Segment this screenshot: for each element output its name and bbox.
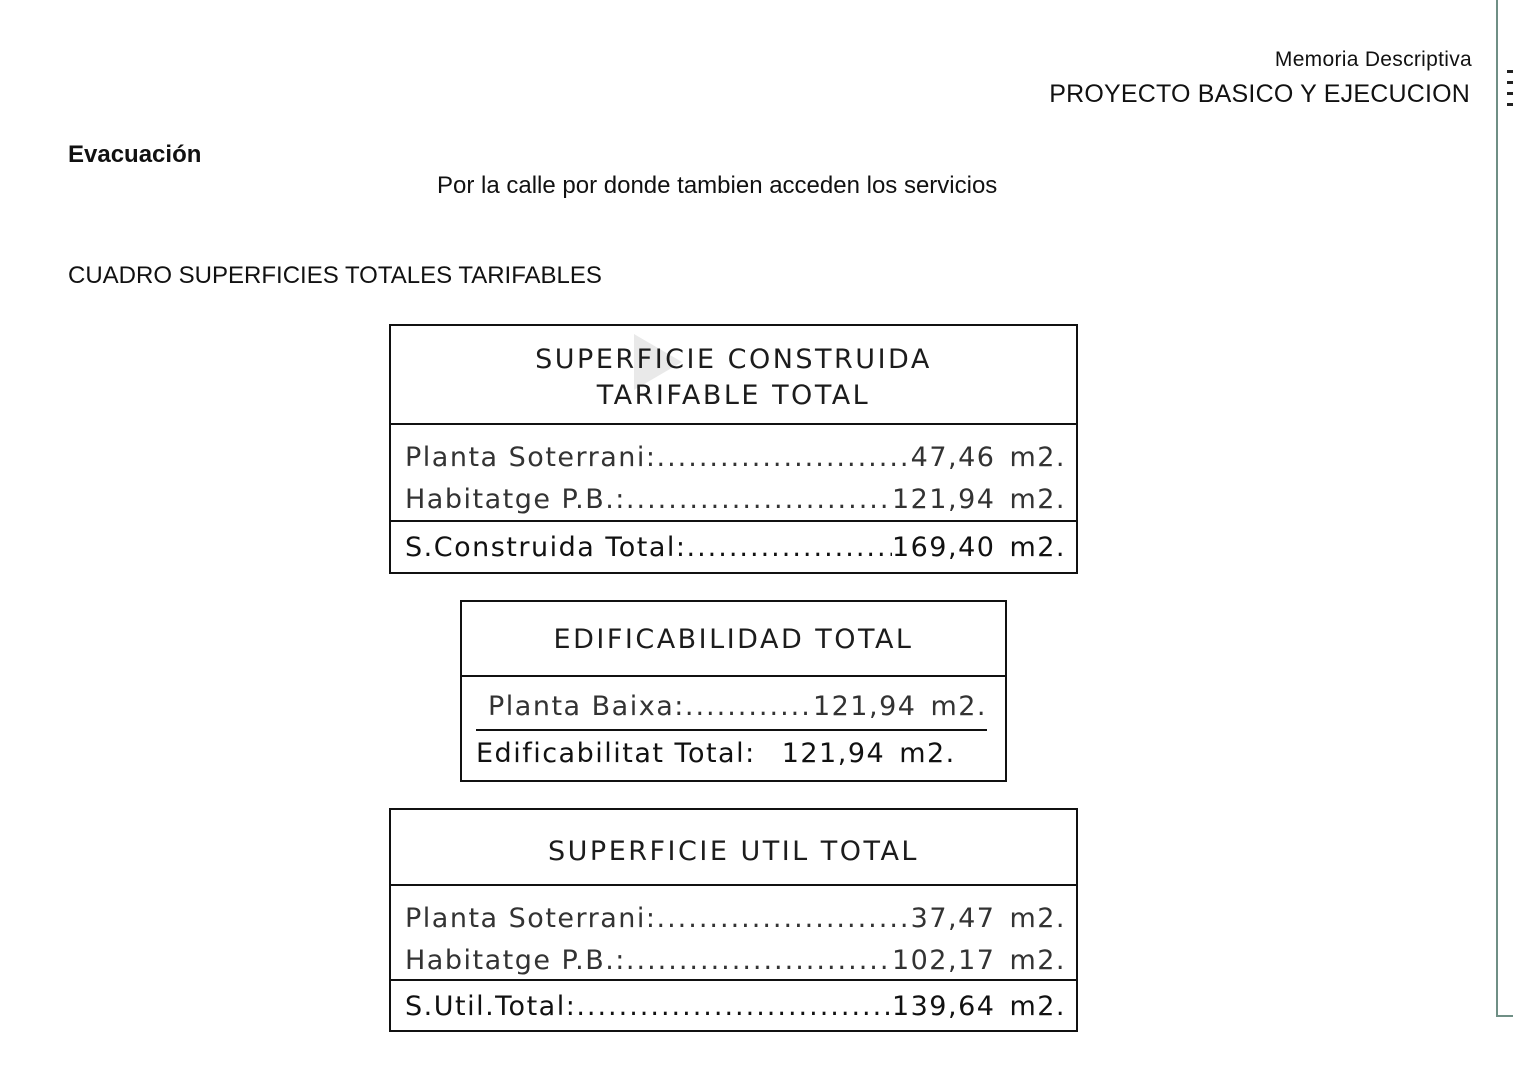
superficie-util-title: SUPERFICIE UTIL TOTAL [548, 836, 919, 867]
table-row [405, 940, 1066, 982]
row-unit: m2. [930, 691, 987, 722]
leader-dots [576, 986, 892, 1028]
superficie-construida-header [391, 326, 1076, 425]
row-label: Planta Baixa: [488, 691, 685, 722]
edificabilidad-title: EDIFICABILIDAD TOTAL [553, 624, 914, 655]
row-unit: m2. [1009, 903, 1066, 934]
row-value: 102,17 [891, 945, 996, 976]
project-title: PROYECTO BASICO Y EJECUCION [1049, 80, 1470, 108]
evacuacion-heading: Evacuación [68, 141, 202, 168]
total-label: Edificabilitat Total: [476, 738, 756, 769]
superficie-util-total [391, 981, 1076, 1028]
table-row [405, 898, 1066, 940]
leader-dots [626, 940, 892, 982]
superficie-util-rows [391, 886, 1076, 981]
edificabilidad-box [460, 600, 1007, 782]
table-row [488, 685, 987, 729]
superficie-util-header [391, 810, 1076, 886]
total-value: 169,40 [891, 532, 996, 563]
edge-marks [1507, 70, 1513, 130]
row-label: Habitatge P.B.: [405, 945, 626, 976]
total-value: 121,94 [781, 738, 886, 769]
edificabilidad-row-block [476, 685, 987, 731]
total-label: S.Util.Total: [405, 991, 577, 1022]
superficie-construida-title-line1: SUPERFICIE CONSTRUIDA [535, 344, 932, 375]
total-row [405, 527, 1066, 569]
leader-dots [685, 685, 813, 729]
total-label: S.Construida Total: [405, 532, 687, 563]
row-unit: m2. [1009, 484, 1066, 515]
edificabilidad-header [462, 602, 1005, 677]
total-unit: m2. [1009, 532, 1066, 563]
leader-dots [626, 479, 892, 521]
row-label: Habitatge P.B.: [405, 484, 626, 515]
superficie-construida-total [391, 522, 1076, 569]
row-label: Planta Soterrani: [405, 903, 657, 934]
total-row [405, 986, 1066, 1028]
leader-dots [687, 527, 892, 569]
edificabilidad-body [462, 677, 1005, 777]
total-unit: m2. [1009, 991, 1066, 1022]
row-value: 121,94 [891, 484, 996, 515]
superficie-util-box [389, 808, 1078, 1032]
superficie-construida-rows [391, 425, 1076, 522]
page-frame-bottom-rule [1496, 1015, 1513, 1017]
superficie-construida-box [389, 324, 1078, 574]
total-value: 139,64 [891, 991, 996, 1022]
leader-dots [657, 898, 911, 940]
row-value: 37,47 [910, 903, 996, 934]
row-value: 47,46 [910, 442, 996, 473]
table-row [405, 437, 1066, 479]
row-unit: m2. [1009, 945, 1066, 976]
table-row [405, 479, 1066, 521]
leader-dots [657, 437, 911, 479]
total-row [476, 731, 987, 777]
row-unit: m2. [1009, 442, 1066, 473]
page-frame-right-rule [1496, 0, 1498, 1016]
edificabilidad-total [476, 731, 987, 777]
document-type: Memoria Descriptiva [1274, 48, 1472, 71]
surfaces-table-title: CUADRO SUPERFICIES TOTALES TARIFABLES [68, 262, 602, 289]
superficie-construida-title-line2: TARIFABLE TOTAL [596, 380, 871, 411]
row-value: 121,94 [812, 691, 917, 722]
evacuacion-text: Por la calle por donde tambien acceden los servicios [437, 172, 998, 199]
row-label: Planta Soterrani: [405, 442, 657, 473]
total-unit: m2. [899, 738, 956, 769]
